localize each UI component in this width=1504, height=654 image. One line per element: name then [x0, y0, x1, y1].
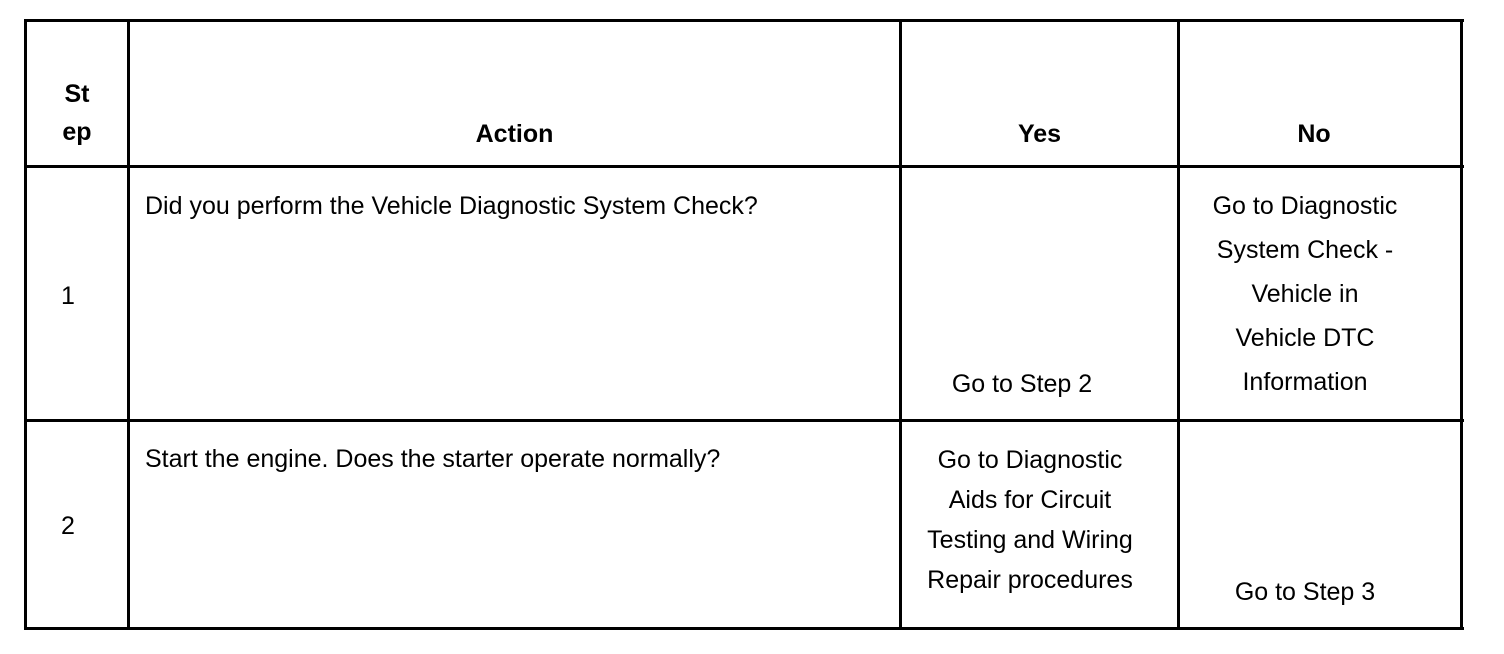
- header-no: No: [1297, 120, 1331, 148]
- row-divider: [24, 419, 1464, 422]
- table-border-bottom: [24, 627, 1464, 630]
- row-1-step: 1: [61, 282, 75, 310]
- row-2-action: Start the engine. Does the starter operate normally?: [145, 445, 721, 473]
- header-step: St ep: [62, 80, 92, 146]
- diagnostic-table: [24, 19, 1464, 631]
- row-2-yes: Go to Diagnostic Aids for Circuit Testing and Wiring Repair procedures: [927, 446, 1133, 594]
- row-1-action: Did you perform the Vehicle Diagnostic System Check?: [145, 192, 758, 220]
- header-yes: Yes: [1017, 120, 1062, 148]
- row-1-no: Go to Diagnostic System Check - Vehicle in Vehicle DTC Information: [1212, 192, 1398, 396]
- column-divider-step: [127, 19, 130, 630]
- header-action: Action: [475, 120, 554, 148]
- row-2-step: 2: [61, 512, 75, 540]
- row-1-yes: Go to Step 2: [951, 370, 1093, 398]
- row-2-no: Go to Step 3: [1234, 578, 1376, 606]
- table-border-top: [24, 19, 1464, 22]
- header-divider: [24, 165, 1464, 168]
- table-border-right: [1460, 19, 1463, 630]
